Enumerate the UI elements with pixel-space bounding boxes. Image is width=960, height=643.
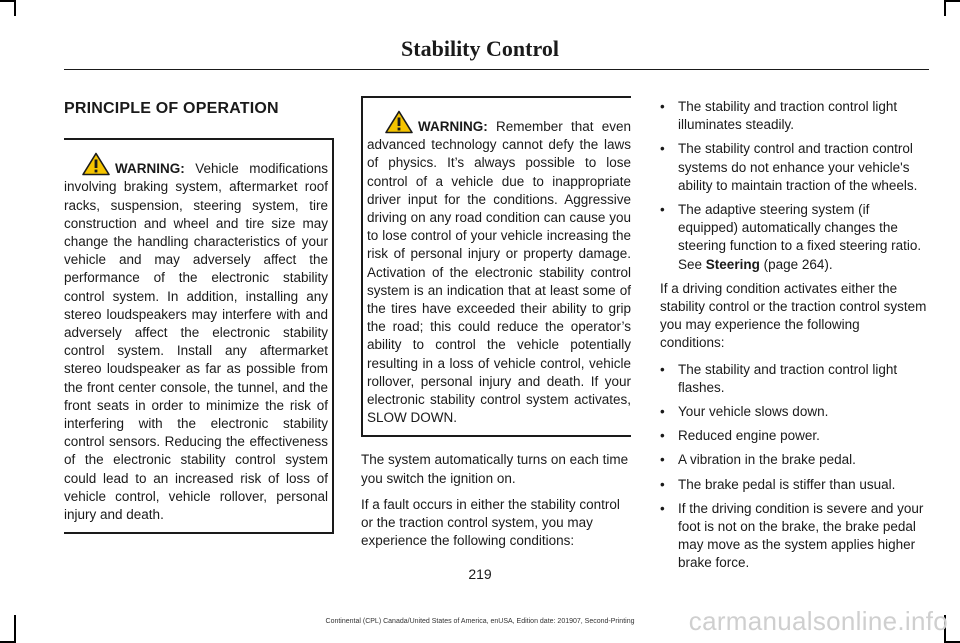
page-number: 219 bbox=[468, 566, 492, 582]
bullet-icon: • bbox=[660, 99, 665, 114]
edition-footer: Continental (CPL) Canada/United States of America, enUSA, Edition date: 201907, Second-Printing bbox=[325, 618, 635, 625]
list-item-text: Your vehicle slows down. bbox=[678, 404, 829, 420]
body-paragraph: The system automatically turns on each time you switch the ignition on. bbox=[361, 452, 629, 486]
page-title: Stability Control bbox=[401, 36, 559, 61]
list-item bbox=[660, 140, 927, 195]
body-paragraph: If a fault occurs in either the stability control or the traction control system, you may experience the following conditions: bbox=[361, 496, 620, 549]
list-item bbox=[660, 361, 927, 397]
bullet-icon: • bbox=[660, 141, 665, 157]
list-item-text: The stability and traction control light flashes. bbox=[678, 361, 898, 395]
bullet-list bbox=[660, 361, 927, 573]
list-item-text: If the driving condition is severe and your foot is not on the brake, the brake pedal may move as the system applies higher brake force. bbox=[678, 500, 924, 571]
list-item bbox=[660, 476, 927, 494]
list-item bbox=[660, 427, 927, 445]
watermark: carmanualsonline.info bbox=[688, 606, 948, 636]
bullet-icon: • bbox=[660, 476, 665, 492]
warning-paragraph bbox=[367, 110, 631, 427]
list-item bbox=[660, 403, 927, 421]
list-item-text: The adaptive steering system (if equipped) automatically changes the steering function to a fixed steering ratio. See bbox=[678, 202, 922, 272]
bullet-list bbox=[660, 98, 927, 274]
list-item bbox=[660, 500, 927, 573]
warning-paragraph bbox=[64, 152, 328, 524]
warning-text: Vehicle modifications involving braking system, aftermarket roof racks, suspension, steering system, tire construction and wheel and tire size may change the handling characteristics of your vehicle and may adversely affect the performance of the electronic stability control system. In addition, installing any stereo loudspeakers may interfere with and adversely affect the electronic stability control system. Install any aftermarket stereo loudspeaker as far as possible from the front center console, the tunnel, and the front seats in order to minimize the risk of interfering with the electronic stability control sensors. Reducing the effectiveness of the electronic stability control system could lead to an increased risk of loss of vehicle control, vehicle rollover, personal injury and death. bbox=[64, 161, 328, 523]
bullet-icon: • bbox=[660, 202, 665, 218]
warning-triangle-icon bbox=[82, 152, 110, 176]
list-item-text: Reduced engine power. bbox=[678, 428, 820, 444]
crop-mark bbox=[944, 0, 960, 2]
column-middle bbox=[361, 96, 631, 550]
bullet-icon: • bbox=[660, 452, 665, 468]
page-reference: (page 264). bbox=[763, 256, 833, 272]
list-item bbox=[660, 451, 927, 469]
column-right bbox=[660, 98, 927, 579]
warning-box bbox=[64, 138, 334, 534]
cross-reference-link[interactable]: Steering bbox=[705, 256, 760, 272]
crop-mark bbox=[14, 0, 16, 16]
warning-triangle-icon bbox=[385, 110, 413, 134]
header-divider bbox=[64, 69, 929, 70]
warning-label: WARNING: bbox=[115, 161, 185, 177]
list-item bbox=[660, 98, 927, 134]
warning-box bbox=[361, 96, 631, 437]
bullet-icon: • bbox=[660, 500, 665, 516]
list-item-text: The brake pedal is stiffer than usual. bbox=[678, 476, 896, 492]
list-item-text: A vibration in the brake pedal. bbox=[678, 452, 856, 468]
warning-label: WARNING: bbox=[418, 119, 488, 134]
bullet-icon: • bbox=[660, 404, 665, 420]
bullet-icon: • bbox=[660, 428, 665, 444]
crop-mark bbox=[944, 0, 946, 16]
warning-text: Remember that even advanced technology cannot defy the laws of physics. It’s always possible to lose control of a vehicle due to inappropriate driver input for the conditions. Aggressive driving on any road condition can cause you to lose control of your vehicle increasing the risk of personal injury or property damage. Activation of the electronic stability control system is an indication that at least some of the tires have exceeded their ability to grip the road; this could reduce the operator’s ability to control the vehicle potentially resulting in a loss of vehicle control, vehicle rollover, personal injury and death. If your electronic stability control system activates, SLOW DOWN. bbox=[367, 119, 631, 426]
column-left bbox=[64, 96, 334, 534]
intro-paragraph: If a driving condition activates either the stability control or the traction control system you may experience the following conditions: bbox=[660, 280, 927, 351]
list-item bbox=[660, 201, 927, 274]
bullet-icon: • bbox=[660, 361, 665, 377]
section-heading: PRINCIPLE OF OPERATION bbox=[64, 100, 279, 117]
list-item-text: The stability control and traction control systems do not enhance your vehicle's ability to maintain traction of the wheels. bbox=[678, 141, 918, 193]
list-item-text: The stability and traction control light illuminates steadily. bbox=[678, 99, 898, 133]
